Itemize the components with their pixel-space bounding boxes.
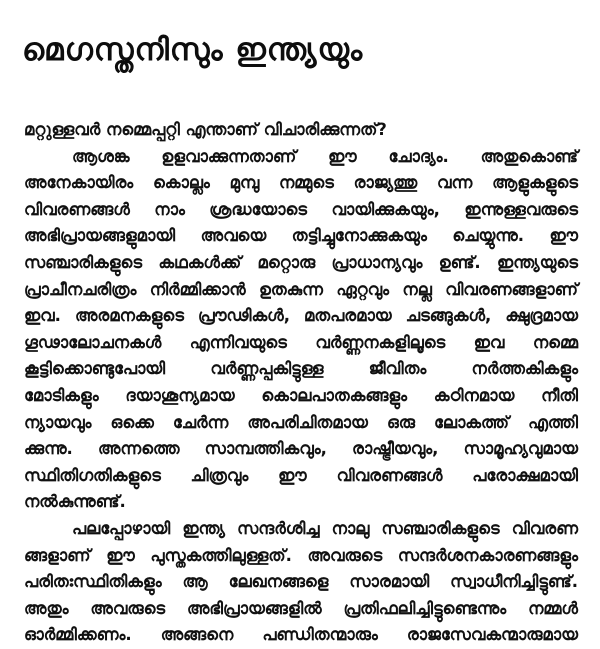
text-line-paragraph-start: ആശങ്ക ഉളവാക്കുന്നതാണ് ഈ ചോദ്യം. അതുകൊണ്ട് (72, 146, 578, 166)
text-line: സ്ഥിതിഗതികളുടെ ചിത്രവും ഈ വിവരണങ്ങൾ പരോക്ഷമായി (24, 465, 578, 485)
text-line-paragraph-end: നൽകുന്നുണ്ട്. (24, 492, 126, 512)
text-line: അഭിപ്രായങ്ങളുമായി അവയെ തട്ടിച്ചുനോക്കുകയും ചെയ്യുന്നു. ഈ (24, 226, 578, 246)
text-line: ഗൂഢാലോചനകൾ എന്നിവയുടെ വർണ്ണനകളിലൂടെ ഇവ നമ്മെ (24, 332, 578, 352)
chapter-title: മെഗസ്തനിസും ഇന്ത്യയും (22, 32, 364, 68)
text-line: കൂട്ടിക്കൊണ്ടുപോയി വർണ്ണപ്പകിട്ടുള്ള ജീവിതം നർത്തകികളും (24, 359, 578, 379)
text-line: മോടികളും ദയാശൂന്യമായ കൊലപാതകങ്ങളും കഠിനമായ നീതി (24, 385, 578, 405)
text-line: ഓർമ്മിക്കണം. അങ്ങനെ പണ്ഡിതന്മാരും രാജസേവകന്മാരുമായ (24, 625, 578, 645)
text-line-question: മറ്റുള്ളവർ നമ്മെപ്പറ്റി എന്താണ് വിചാരിക്കുന്നത്? (24, 120, 387, 139)
text-line: ന്യായവും ഒക്കെ ചേർന്ന അപരിചിതമായ ഒരു ലോകത്ത് എത്തി (24, 412, 578, 432)
text-line: വിവരണങ്ങൾ നാം ശ്രദ്ധയോടെ വായിക്കുകയും, ഇന്നുള്ളവരുടെ (24, 199, 578, 219)
text-line: സഞ്ചാരികളുടെ കഥകൾക്ക് മറ്റൊരു പ്രാധാന്യവും ഉണ്ട്. ഇന്ത്യയുടെ (24, 252, 578, 272)
text-line: അതും അവരുടെ അഭിപ്രായങ്ങളിൽ പ്രതിഫലിച്ചിട്ടുണ്ടെന്നും നമ്മൾ (24, 598, 578, 618)
text-line: ങ്ങളാണ് ഈ പുസ്തകത്തിലുള്ളത്. അവരുടെ സന്ദർശനകാരണങ്ങളും (24, 545, 578, 565)
text-line: പരിതഃസ്ഥിതികളും ആ ലേഖനങ്ങളെ സാരമായി സ്വാധീനിച്ചിട്ടുണ്ട്. (24, 572, 578, 592)
text-line-paragraph-start: പലപ്പോഴായി ഇന്ത്യ സന്ദർശിച്ച നാലു സഞ്ചാരികളുടെ വിവരണ (72, 518, 578, 538)
text-line: ഇവ. അരമനകളുടെ പ്രൗഢികൾ, മതപരമായ ചടങ്ങുകൾ, ക്ഷുദ്രമായ (24, 306, 578, 326)
text-line: അനേകായിരം കൊല്ലം മുമ്പു നമ്മുടെ രാജ്യത്തു വന്ന ആളുകളുടെ (24, 173, 578, 193)
body-text (24, 117, 578, 649)
text-line: ക്കുന്നു. അന്നത്തെ സാമ്പത്തികവും, രാഷ്ട്രീയവും, സാമൂഹ്യവുമായ (24, 439, 578, 459)
text-line: പ്രാചീനചരിത്രം നിർമ്മിക്കാൻ ഉതകുന്ന ഏറ്റവും നല്ല വിവരണങ്ങളാണ് (24, 279, 578, 299)
